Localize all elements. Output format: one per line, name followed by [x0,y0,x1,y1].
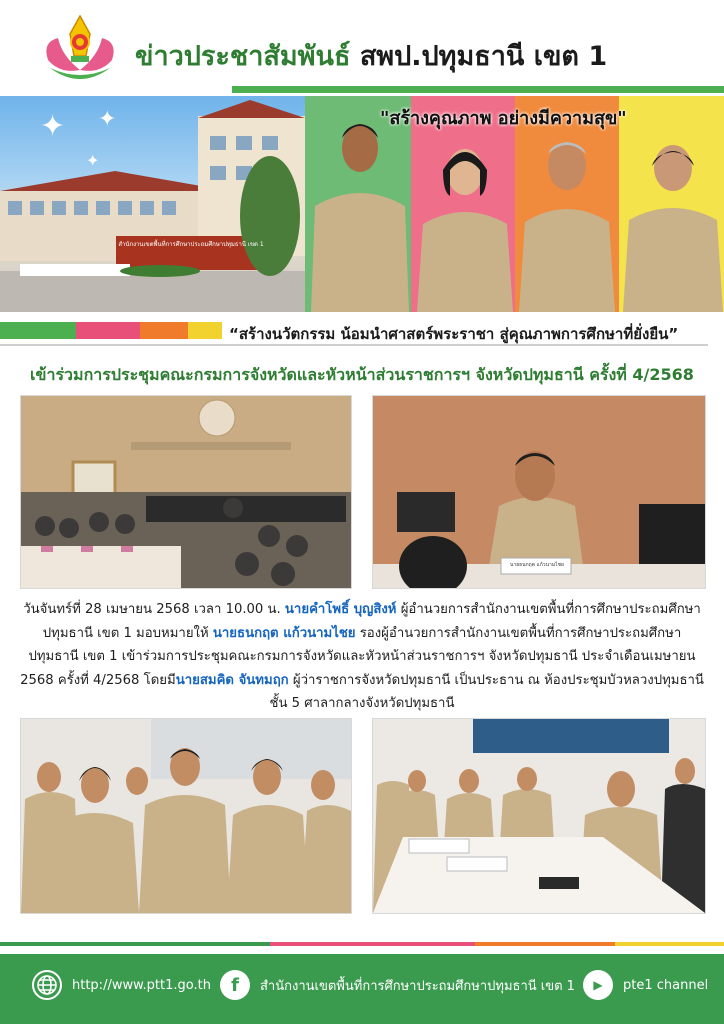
color-bar-green [0,322,76,339]
office-building-photo [0,96,305,312]
svg-text:✦: ✦ [40,109,66,144]
portrait-4 [623,145,723,312]
photo-meeting-room [20,395,352,589]
photo-meeting-table [372,718,706,914]
svg-text:✦: ✦ [98,107,117,132]
color-bar-orange [140,322,188,339]
color-bar-pink [76,322,140,339]
photo-deputy-director-speaking [372,395,706,589]
banner-slogan: "สร้างคุณภาพ อย่างมีความสุข" [380,108,627,129]
news-body [20,598,704,716]
divider [0,344,708,346]
portrait-3 [519,142,615,312]
youtube-channel-name: pte1 channel [623,977,709,993]
footer-color-lines [0,942,724,952]
header-title-part2: สพป.ปทุมธานี เขต 1 [359,41,608,72]
deputy-director-name: นายธนกฤต แก้วนามไชย [212,625,356,641]
nameplate: นายธนกฤต แก้วนามไชย [510,562,564,568]
youtube-icon: ▶ [583,970,613,1000]
director-name: นายคำโพธิ์ บุญสิงห์ [284,602,397,617]
body-seg3: รองผู้อำนวยการสำนักงานเขตพื้นที่การศึกษาประถมศึกษาปทุมธานี เขต 1 เข้าร่วมการประชุมคณะกรมการจังหวัดและหัวหน้าส่วนราชการฯ จังหวัดปทุมธานี ประจำเดือนเมษายน 2568 ครั้งที่ 4/2568 โดยมี [20,625,696,688]
tagline: “สร้างนวัตกรรม น้อมนำศาสตร์พระราชา สู่คุณภาพการศึกษาที่ยั่งยืน” [229,325,679,343]
news-heading: เข้าร่วมการประชุมคณะกรมการจังหวัดและหัวหน้าส่วนราชการฯ จังหวัดปทุมธานี ครั้งที่ 4/2568 [30,365,694,384]
color-bar [0,322,222,339]
office-logo [40,12,120,90]
portrait-2 [417,149,513,312]
facebook-icon: f [220,970,250,1000]
portrait-1 [311,124,409,312]
body-seg4: ผู้ว่าราชการจังหวัดปทุมธานี เป็นประธาน ณ ห้องประชุมบัวหลวงปทุมธานี ชั้น 5 ศาลากลางจังหวัดปทุมธานี [269,672,704,711]
header-accent-band [232,86,724,93]
website-link[interactable] [32,954,211,1016]
header-title [135,34,607,77]
header-title-part1: ข่าวประชาสัมพันธ์ [135,41,351,72]
footer [0,954,724,1024]
color-bar-yellow [188,322,222,339]
facebook-link[interactable] [220,954,575,1016]
body-seg1: วันจันทร์ที่ 28 เมษายน 2568 เวลา 10.00 น. [23,602,285,617]
svg-text:✦: ✦ [86,151,100,170]
globe-icon [32,970,62,1000]
photo-group [20,718,352,914]
building-sign: สำนักงานเขตพื้นที่การศึกษาประถมศึกษาปทุมธานี เขต 1 [118,241,264,248]
banner [0,96,724,314]
youtube-link[interactable] [583,954,708,1016]
website-url: http://www.ptt1.go.th [72,977,211,993]
governor-name: นายสมคิด จันทมฤก [175,672,289,688]
facebook-page-name: สำนักงานเขตพื้นที่การศึกษาประถมศึกษาปทุมธานี เขต 1 [260,978,575,994]
body-seg2: ผู้อำนวยการสำนักงานเขตพื้นที่การศึกษาประถมศึกษาปทุมธานี เขต 1 มอบหมายให้ [42,602,701,641]
